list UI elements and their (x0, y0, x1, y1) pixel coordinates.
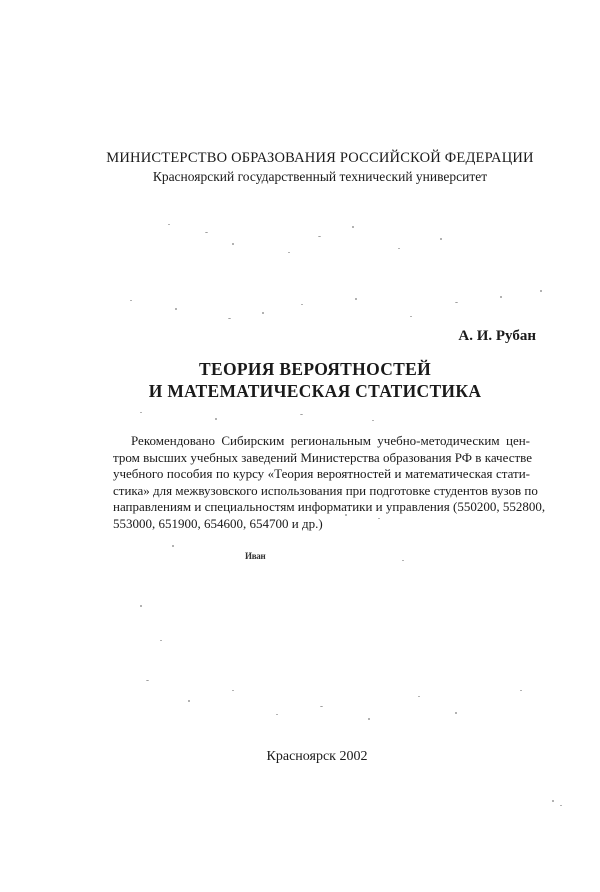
author-name: А. И. Рубан (458, 328, 536, 344)
handwritten-mark: Иван (245, 551, 266, 561)
recommendation-line: Рекомендовано Сибирским региональным учебно-методическим цен- (131, 433, 530, 448)
city-year: Красноярск 2002 (266, 749, 368, 764)
recommendation-line: тром высших учебных заведений Министерства образования РФ в качестве (113, 449, 532, 465)
book-title (0, 358, 600, 402)
book-title-line-2: И МАТЕМАТИЧЕСКАЯ СТАТИСТИКА (148, 381, 482, 401)
university-name: Красноярский государственный технический университет (152, 169, 488, 184)
recommendation-line: учебного пособия по курсу «Теория вероятностей и математическая стати- (113, 466, 530, 481)
ministry-heading: МИНИСТЕРСТВО ОБРАЗОВАНИЯ РОССИЙСКОЙ ФЕДЕРАЦИИ (106, 150, 534, 166)
book-title-line-1: ТЕОРИЯ ВЕРОЯТНОСТЕЙ (199, 359, 431, 379)
recommendation-line: 553000, 651900, 654600, 654700 и др.) (113, 515, 323, 531)
recommendation-paragraph (113, 433, 546, 532)
recommendation-line: стика» для межвузовского использования при подготовке студентов вузов по (113, 482, 538, 498)
recommendation-line: направлениям и специальностям информатики и управления (550200, 552800, (113, 499, 546, 514)
